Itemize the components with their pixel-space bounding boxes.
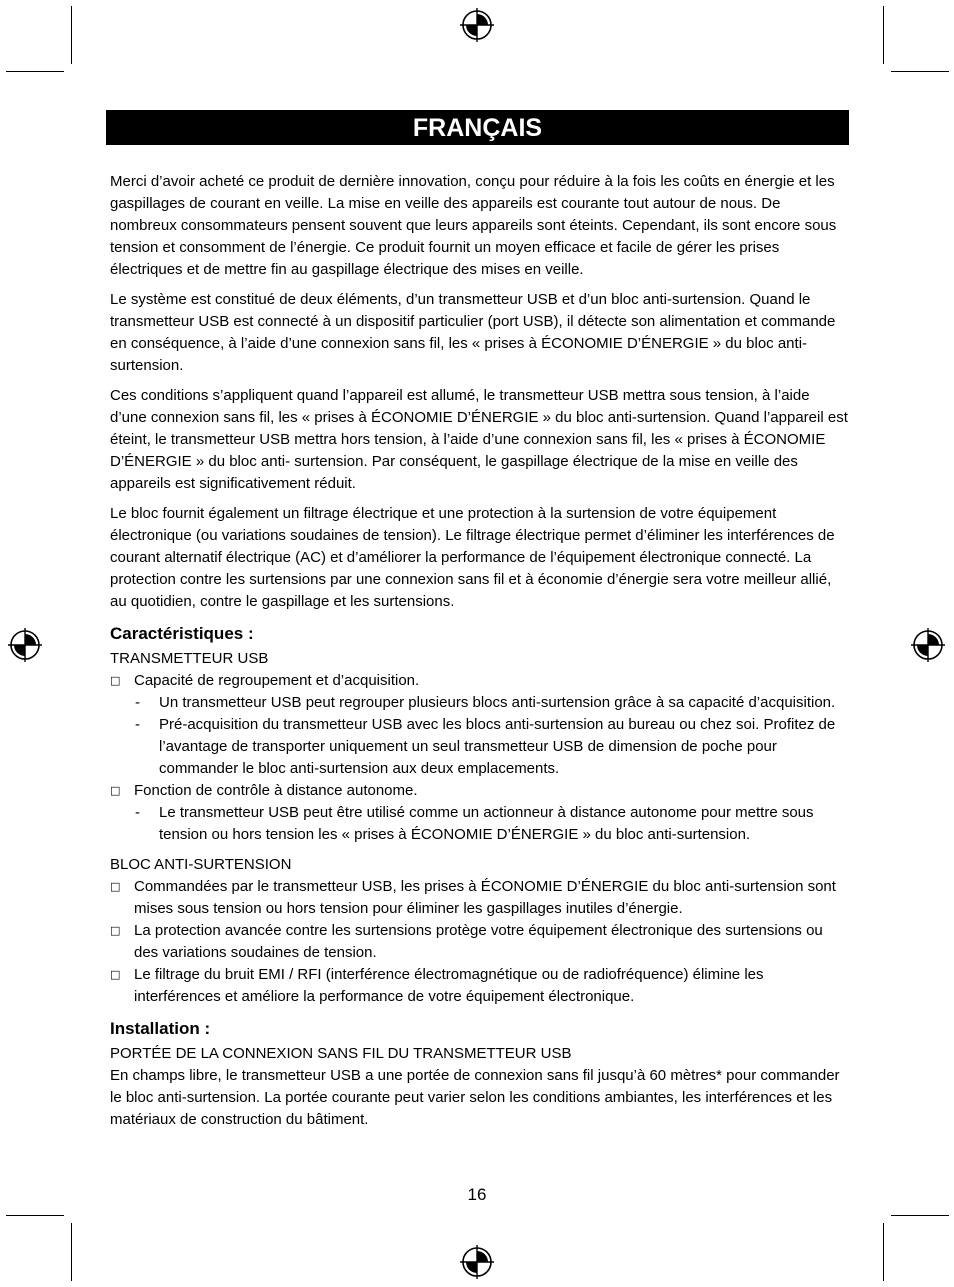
usb-feature-list — [110, 670, 850, 846]
intro-paragraph: Ces conditions s’appliquent quand l’appareil est allumé, le transmetteur USB mettra sous tension, à l’aide d’une connexion sans fil, les « prises à ÉCONOMIE D’ÉNERGIE » du bloc anti-surtension. Quand l’appareil est éteint, le transmetteur USB mettra hors tension, à l’aide d’une connexion sans fil, les « prises à ÉCONOMIE D’ÉNERGIE » du bloc anti- surtension. Par conséquent, le gaspillage électrique de la mise en veille des appareils est significativement réduit. — [110, 387, 848, 492]
crop-mark — [6, 71, 64, 72]
sub-list — [134, 802, 850, 846]
document-body — [110, 171, 850, 1131]
crop-mark — [883, 1223, 884, 1281]
installation-subtitle: PORTÉE DE LA CONNEXION SANS FIL DU TRANSMETTEUR USB — [110, 1045, 572, 1062]
installation-heading: Installation : — [110, 1019, 211, 1038]
installation-text: En champs libre, le transmetteur USB a une portée de connexion sans fil jusqu’à 60 mètres* pour commander le bloc anti-surtension. La portée courante peut varier selon les conditions ambiantes, les interférences et les matériaux de construction du bâtiment. — [110, 1067, 840, 1128]
bloc-section-title: BLOC ANTI-SURTENSION — [110, 856, 292, 873]
list-item: □ Commandées par le transmetteur USB, les prises à ÉCONOMIE D’ÉNERGIE du bloc anti-surtension sont mises sous tension ou hors tension pour éliminer les gaspillages inutiles d’énergie. — [110, 876, 850, 920]
registration-mark-icon — [460, 8, 494, 42]
crop-mark — [883, 6, 884, 64]
sub-list-item: - Un transmetteur USB peut regrouper plusieurs blocs anti-surtension grâce à sa capacité d’acquisition. — [134, 692, 850, 714]
list-item-text: Fonction de contrôle à distance autonome. — [134, 782, 418, 799]
crop-mark — [71, 1223, 72, 1281]
crop-mark — [6, 1215, 64, 1216]
list-item: □ Le filtrage du bruit EMI / RFI (interférence électromagnétique ou de radiofréquence) élimine les interférences et améliore la performance de votre équipement électronique. — [110, 964, 850, 1008]
intro-paragraph: Le système est constitué de deux éléments, d’un transmetteur USB et d’un bloc anti-surtension. Quand le transmetteur USB est connecté à un dispositif particulier (port USB), il détecte son alimentation et commande en conséquence, à l’aide d’une connexion sans fil, les « prises à ÉCONOMIE D’ÉNERGIE » du bloc anti-surtension. — [110, 291, 836, 374]
features-heading: Caractéristiques : — [110, 624, 254, 643]
registration-mark-icon — [8, 628, 42, 662]
list-item — [110, 780, 850, 846]
sub-list-item: - Pré-acquisition du transmetteur USB avec les blocs anti-surtension au bureau ou chez soi. Profitez de l’avantage de transporter uniquement un seul transmetteur USB de dimension de poche pour commander le bloc anti-surtension aux deux emplacements. — [134, 714, 850, 780]
page-title: FRANÇAIS — [106, 110, 849, 145]
crop-mark — [891, 71, 949, 72]
sub-list — [134, 692, 850, 780]
bloc-feature-list — [110, 876, 850, 1008]
sub-list-item: - Le transmetteur USB peut être utilisé comme un actionneur à distance autonome pour mettre sous tension ou hors tension les « prises à ÉCONOMIE D’ÉNERGIE » du bloc anti-surtension. — [134, 802, 850, 846]
intro-paragraph: Merci d’avoir acheté ce produit de dernière innovation, conçu pour réduire à la fois les coûts en énergie et les gaspillages de courant en veille. La mise en veille des appareils est courante tout autour de nous. De nombreux consommateurs pensent souvent que leurs appareils sont éteints. Cependant, ils sont encore sous tension et consomment de l’énergie. Ce produit fournit un moyen efficace et facile de gérer les prises électriques et de mettre fin au gaspillage électrique des mises en veille. — [110, 173, 837, 278]
crop-mark — [891, 1215, 949, 1216]
list-item: □ La protection avancée contre les surtensions protège votre équipement électronique des surtensions ou des variations soudaines de tension. — [110, 920, 850, 964]
page-number: 16 — [467, 1185, 487, 1204]
registration-mark-icon — [911, 628, 945, 662]
list-item — [110, 670, 850, 780]
registration-mark-icon — [460, 1245, 494, 1279]
list-item-text: Capacité de regroupement et d’acquisition. — [134, 672, 420, 689]
crop-mark — [71, 6, 72, 64]
intro-paragraph: Le bloc fournit également un filtrage électrique et une protection à la surtension de votre équipement électronique (ou variations soudaines de tension). Le filtrage électrique permet d’éliminer les interférences de courant alternatif électrique (AC) et d’améliorer la performance de l’équipement électronique connecté. La protection contre les surtensions par une connexion sans fil et à économie d’énergie sera votre meilleur allié, au quotidien, contre le gaspillage et les surtensions. — [110, 505, 835, 610]
usb-section-title: TRANSMETTEUR USB — [110, 650, 269, 667]
